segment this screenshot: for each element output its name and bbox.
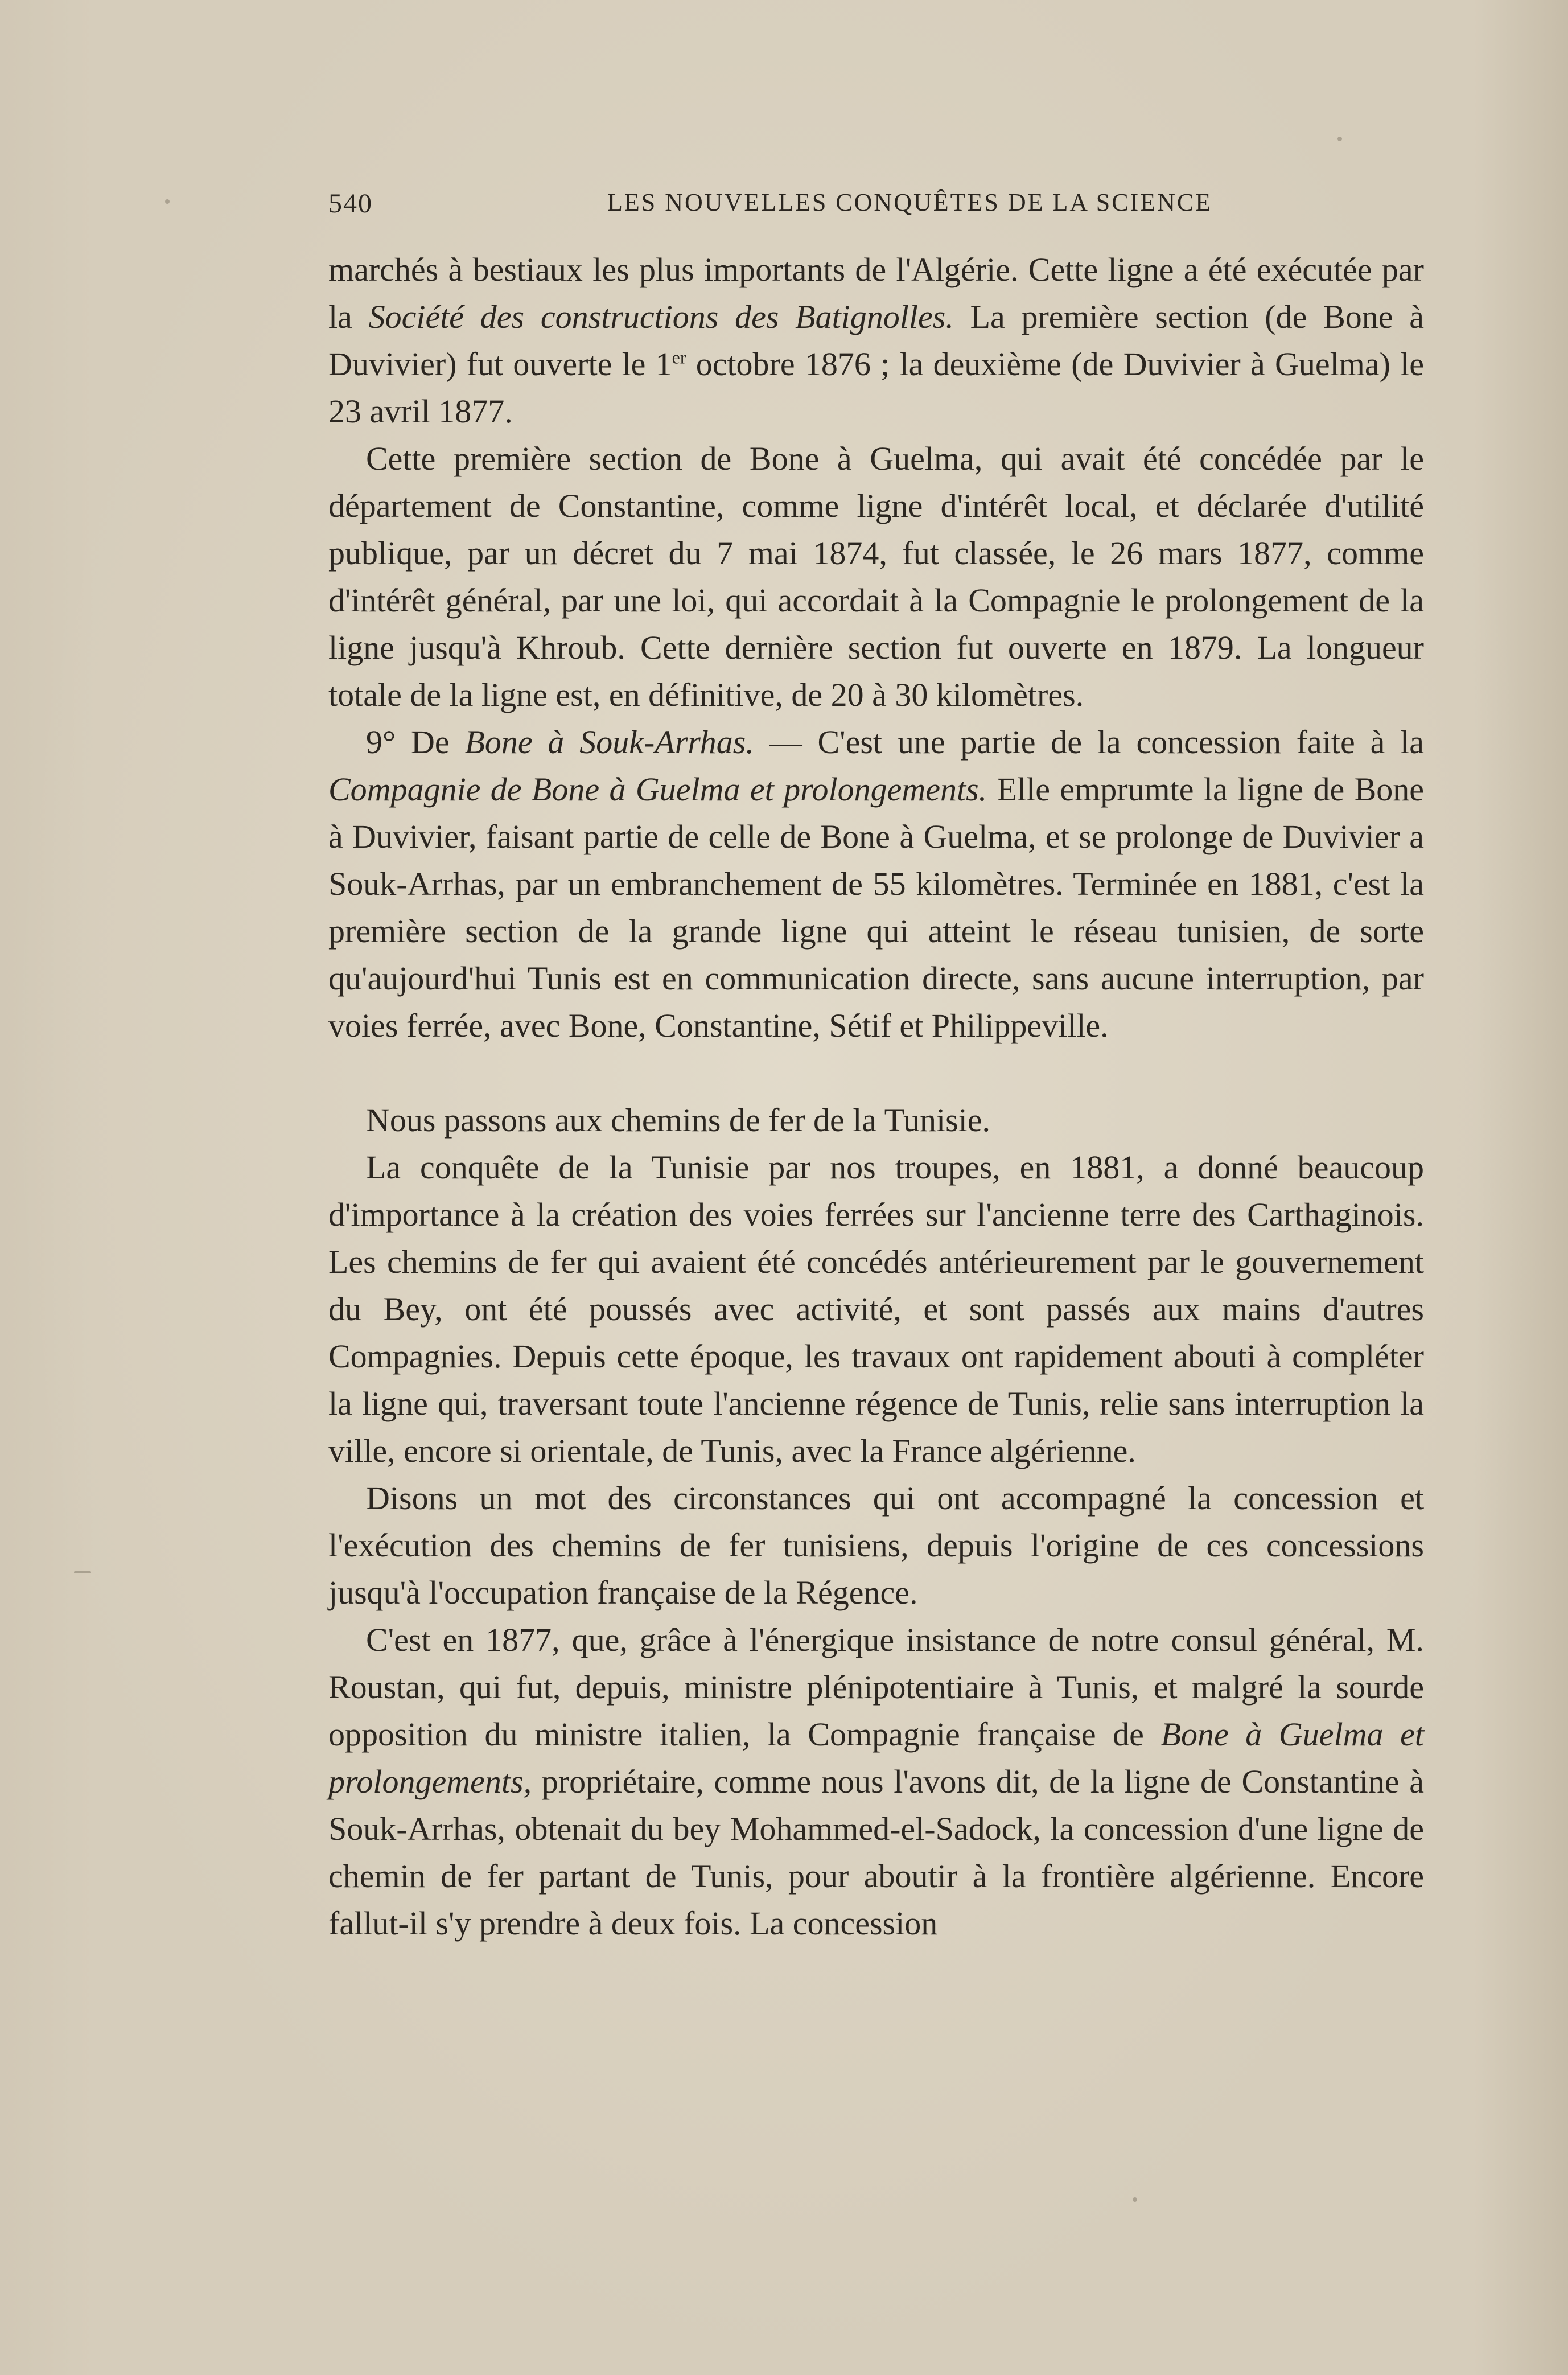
paragraph-7-italic: Bone à Guelma et prolongements, <box>328 1716 1424 1800</box>
paragraph-1-text: marchés à bestiaux les plus importants de l'Algérie. Cette ligne a été exécutée par la <box>328 251 1424 335</box>
running-head: LES NOUVELLES CONQUÊTES DE LA SCIENCE <box>607 188 1213 216</box>
paragraph-7-text: C'est en 1877, que, grâce à l'énergique insistance de notre consul général, M. Roustan, qui fut, depuis, ministre plénipotentiaire à Tunis, et malgré la sourde opposition du ministre italien, la Compagnie française de <box>328 1621 1424 1753</box>
paragraph-1 <box>328 246 1424 435</box>
section-title-italic: Bone à Souk-Arrhas. <box>464 724 754 761</box>
page-header <box>328 188 1424 228</box>
company-name-italic: Compagnie de Bone à Guelma et prolongements. <box>328 771 987 808</box>
paragraph-1-tail-a: La première section (de Bone à Duvivier) fut ouverte le 1 <box>328 298 1424 383</box>
paragraph-3 <box>328 718 1424 1049</box>
body-text <box>328 246 1424 1947</box>
page-number: 540 <box>328 188 373 219</box>
paragraph-3-rest: Elle emprumte la ligne de Bone à Duvivier, faisant partie de celle de Bone à Guelma, et se prolonge de Duvivier a Souk-Arrhas, par un embranchement de 55 kilomètres. Terminée en 1881, c'est la première section de la grande ligne qui atteint le réseau tunisien, de sorte qu'aujourd'hui Tunis est en communication directe, sans aucune interruption, par voies ferrée, avec Bone, Constantine, Sétif et Philippeville. <box>328 771 1424 1044</box>
paragraph-5: La conquête de la Tunisie par nos troupes, en 1881, a donné beaucoup d'importance à la création des voies ferrées sur l'ancienne terre des Carthaginois. Les chemins de fer qui avaient été concédés antérieurement par le gouvernement du Bey, ont été poussés avec activité, et sont passés aux mains d'autres Compagnies. Depuis cette époque, les travaux ont rapidement abouti à compléter la ligne qui, traversant toute l'ancienne régence de Tunis, relie sans interruption la ville, encore si orientale, de Tunis, avec la France algérienne. <box>328 1149 1424 1469</box>
ordinal-superscript: er <box>672 347 686 368</box>
paper-speck <box>74 1571 91 1573</box>
paragraph-2: Cette première section de Bone à Guelma, qui avait été concédée par le département de Constantine, comme ligne d'intérêt local, et déclarée d'utilité publique, par un décret du 7 mai 1874, fut classée, le 26 mars 1877, comme d'intérêt général, par une loi, qui accordait à la Compagnie le prolongement de la ligne jusqu'à Khroub. Cette dernière section fut ouverte en 1879. La longueur totale de la ligne est, en définitive, de 20 à 30 kilomètres. <box>328 440 1424 713</box>
paragraph-1-italic: Société des constructions des Batignolles. <box>368 298 954 335</box>
paragraph-4: Nous passons aux chemins de fer de la Tunisie. <box>366 1102 991 1139</box>
paragraph-6: Disons un mot des circonstances qui ont accompagné la concession et l'exécution des chemins de fer tunisiens, depuis l'origine de ces concessions jusqu'à l'occupation française de la Régence. <box>328 1480 1424 1611</box>
paragraph-3-mid: — C'est une partie de la concession faite à la <box>754 724 1424 761</box>
paragraph-1-tail-b: octobre 1876 ; la deuxième (de Duvivier à Guelma) le 23 avril 1877. <box>328 346 1424 430</box>
paper-speck <box>1133 2197 1137 2202</box>
paragraph-3-intro: 9° De <box>366 724 465 761</box>
paragraph-7-rest: propriétaire, comme nous l'avons dit, de la ligne de Constantine à Souk-Arrhas, obtenait du bey Mohammed-el-Sadock, la concession d'une ligne de chemin de fer partant de Tunis, pour aboutir à la frontière algérienne. Encore fallut-il s'y prendre à deux fois. La concession <box>328 1763 1424 1942</box>
paragraph-7 <box>328 1616 1424 1947</box>
paper-speck <box>165 199 170 204</box>
paper-speck <box>1337 137 1342 141</box>
